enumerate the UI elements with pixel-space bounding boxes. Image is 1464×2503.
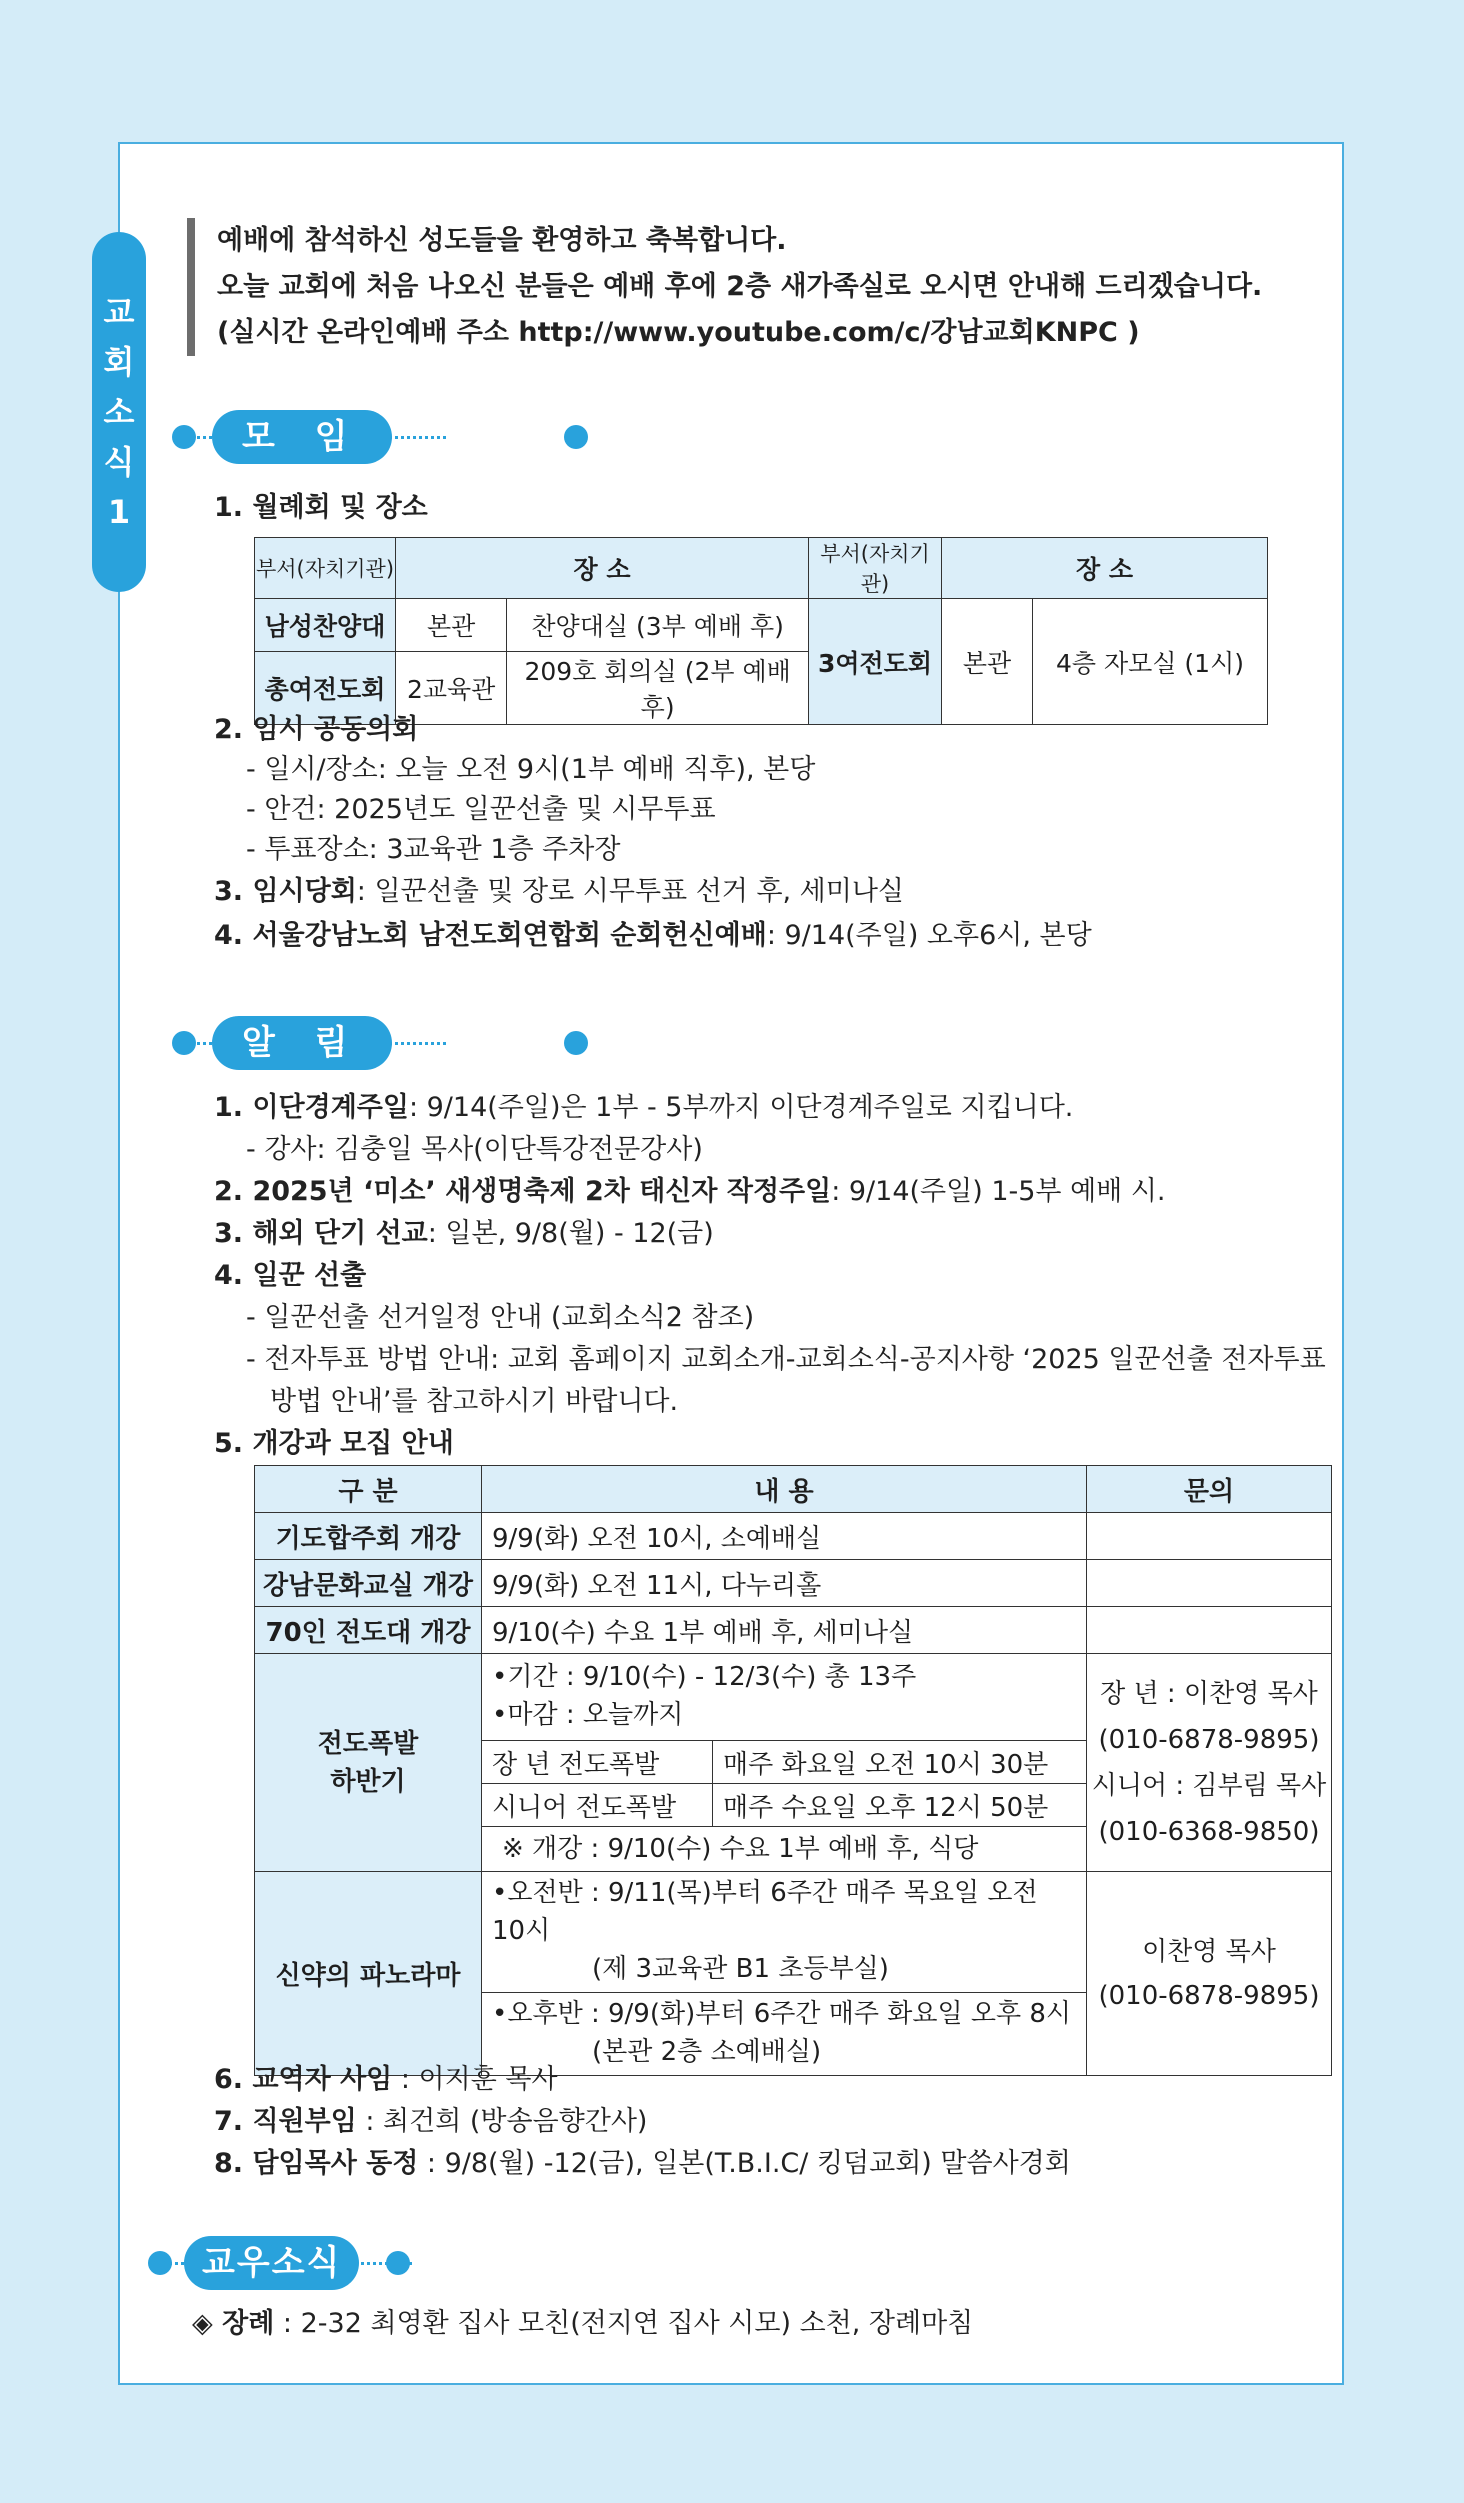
list-item: - 강사: 김충일 목사(이단특강전문강사): [246, 1134, 703, 1165]
notice-item-3: [214, 1214, 714, 1254]
table-cell: 209호 회의실 (2부 예배 후): [507, 652, 809, 725]
list-item: - 투표장소: 3교육관 1층 주차장: [246, 834, 621, 865]
table-row: [255, 1607, 1332, 1654]
item-label: 4. 서울강남노회 남전도회연합회 순회헌신예배: [214, 920, 767, 951]
table-cell: [1087, 1513, 1332, 1560]
section-title: 모 임: [212, 410, 392, 464]
monthly-meeting-table: [254, 537, 1268, 725]
cell-text: (제 3교육관 B1 초등부실): [592, 1954, 889, 1984]
item-label: 7. 직원부임: [214, 2106, 357, 2137]
section-heading-notice: [172, 1016, 442, 1070]
item-label: 3. 해외 단기 선교: [214, 1218, 428, 1249]
item-text: : 9/8(월) -12(금), 일본(T.B.I.C/ 킹덤교회) 말씀사경회: [418, 2148, 1071, 2179]
meeting-item-1: 1. 월례회 및 장소: [214, 492, 428, 523]
side-tab-char: 1: [107, 493, 131, 531]
item-text: : 2-32 최영환 집사 모친(전지연 집사 시모) 소천, 장례마침: [274, 2308, 974, 2339]
cell-text: •오후반 : 9/9(화)부터 6주간 매주 화요일 오후 8시: [492, 1999, 1072, 2029]
table-cell: 3여전도회: [809, 599, 942, 725]
item-text: : 일꾼선출 및 장로 시무투표 선거 후, 세미나실: [356, 876, 905, 907]
table-cell: 강남문화교실 개강: [255, 1560, 482, 1607]
table-cell: 총여전도회: [255, 652, 396, 725]
notice-item-7: [214, 2102, 647, 2142]
item-text: : 최건희 (방송음향간사): [356, 2106, 648, 2137]
meeting-item-2: 2. 임시 공동의회: [214, 714, 419, 745]
notice-item-5: 5. 개강과 모집 안내: [214, 1428, 454, 1459]
item-text: : 이지훈 목사: [392, 2064, 558, 2095]
section-heading-members: [148, 2236, 418, 2290]
side-tab-char: 식: [103, 443, 135, 481]
table-cell: [1087, 1654, 1332, 1872]
cell-text: •마감 : 오늘까지: [492, 1700, 684, 1730]
table-cell: [482, 1654, 1087, 1872]
item-label: 2. 2025년 ‘미소’ 새생명축제 2차 태신자 작정주일: [214, 1176, 832, 1207]
item-text: : 9/14(주일) 1-5부 예배 시.: [831, 1176, 1166, 1207]
table-cell: 매주 화요일 오전 10시 30분: [713, 1741, 1087, 1784]
table-cell: [1087, 1560, 1332, 1607]
table-cell: 시니어 전도폭발: [482, 1784, 713, 1827]
table-header: 구 분: [255, 1466, 482, 1513]
cell-text: 이찬영 목사: [1142, 1936, 1276, 1967]
table-cell: 기도합주회 개강: [255, 1513, 482, 1560]
section-heading-meeting: [172, 410, 442, 464]
table-cell: 매주 수요일 오후 12시 50분: [713, 1784, 1087, 1827]
table-cell: 본관: [396, 599, 507, 652]
table-header: 부서(자치기관): [255, 538, 396, 599]
table-header: 내 용: [482, 1466, 1087, 1513]
cell-text: 시니어 : 김부림 목사: [1091, 1770, 1327, 1801]
intro-line: (실시간 온라인예배 주소 http://www.youtube.com/c/강남교회KNPC ): [217, 317, 1140, 348]
cell-text: •오전반 : 9/11(목)부터 6주간 매주 목요일 오전 10시: [492, 1878, 1038, 1946]
cell-text: 장 년 : 이찬영 목사: [1100, 1678, 1318, 1709]
cell-text: (010-6878-9895): [1098, 1980, 1320, 2011]
table-row: [255, 1872, 1332, 2076]
table-cell: 신약의 파노라마: [255, 1872, 482, 2076]
meeting-item-4: [214, 916, 1092, 956]
table-cell: [482, 1872, 1087, 2076]
item-text: : 일본, 9/8(월) - 12(금): [427, 1218, 714, 1249]
cell-text: (본관 2층 소예배실): [592, 2037, 822, 2067]
side-tab: [92, 232, 146, 592]
cell-text: (010-6368-9850): [1098, 1816, 1320, 1847]
table-cell: [1087, 1607, 1332, 1654]
table-row: [255, 1560, 1332, 1607]
members-item: [192, 2304, 973, 2344]
item-text: : 9/14(주일)은 1부 - 5부까지 이단경계주일로 지킵니다.: [408, 1092, 1074, 1123]
notice-item-2: [214, 1172, 1166, 1212]
table-header: 부서(자치기관): [809, 538, 942, 599]
intro-line: 예배에 참석하신 성도들을 환영하고 축복합니다.: [217, 225, 787, 256]
item-label: 6. 교역자 사임: [214, 2064, 393, 2095]
cell-text: 하반기: [330, 1766, 406, 1797]
table-cell: [1087, 1872, 1332, 2076]
table-row: [255, 1513, 1332, 1560]
cell-text: (010-6878-9895): [1098, 1724, 1320, 1755]
notice-item-8: [214, 2144, 1071, 2184]
list-item: 방법 안내’를 참고하시기 바랍니다.: [270, 1386, 679, 1417]
notice-item-4: 4. 일꾼 선출: [214, 1260, 367, 1291]
table-cell: 9/10(수) 수요 1부 예배 후, 세미나실: [482, 1607, 1087, 1654]
table-cell: 남성찬양대: [255, 599, 396, 652]
table-row: [255, 1654, 1332, 1872]
side-tab-char: 회: [103, 343, 135, 381]
section-title: 알 림: [212, 1016, 392, 1070]
list-item: - 일꾼선출 선거일정 안내 (교회소식2 참조): [246, 1302, 755, 1333]
list-item: - 일시/장소: 오늘 오전 9시(1부 예배 직후), 본당: [246, 754, 816, 785]
table-cell: 본관: [942, 599, 1033, 725]
table-header: 장 소: [942, 538, 1268, 599]
cell-text: 전도폭발: [317, 1728, 419, 1759]
list-item: - 전자투표 방법 안내: 교회 홈페이지 교회소개-교회소식-공지사항 ‘2025 일꾼선출 전자투표: [246, 1344, 1326, 1375]
intro-line: 오늘 교회에 처음 나오신 분들은 예배 후에 2층 새가족실로 오시면 안내해 드리겠습니다.: [217, 271, 1263, 302]
table-cell: 4층 자모실 (1시): [1033, 599, 1268, 725]
section-title: 교우소식: [184, 2236, 359, 2290]
cell-text: •기간 : 9/10(수) - 12/3(수) 총 13주: [492, 1662, 917, 1692]
table-cell: [255, 1654, 482, 1872]
welcome-intro: [187, 218, 1337, 356]
item-label: ◈ 장례: [192, 2308, 275, 2339]
table-cell: 찬양대실 (3부 예배 후): [507, 599, 809, 652]
table-cell: 장 년 전도폭발: [482, 1741, 713, 1784]
notice-item-6: [214, 2060, 558, 2100]
table-cell: 70인 전도대 개강: [255, 1607, 482, 1654]
side-tab-char: 교: [103, 293, 135, 331]
table-cell: 2교육관: [396, 652, 507, 725]
item-label: 1. 이단경계주일: [214, 1092, 409, 1123]
courses-table: [254, 1465, 1332, 2076]
table-header: 문의: [1087, 1466, 1332, 1513]
notice-item-1: [214, 1088, 1073, 1128]
item-text: : 9/14(주일) 오후6시, 본당: [766, 920, 1092, 951]
list-item: - 안건: 2025년도 일꾼선출 및 시무투표: [246, 794, 716, 825]
table-cell: 9/9(화) 오전 10시, 소예배실: [482, 1513, 1087, 1560]
cell-text: ※ 개강 : 9/10(수) 수요 1부 예배 후, 식당: [502, 1834, 979, 1864]
meeting-item-3: [214, 872, 904, 912]
evangelism-schedule: [482, 1740, 1086, 1827]
table-header: 장 소: [396, 538, 809, 599]
item-label: 8. 담임목사 동정: [214, 2148, 419, 2179]
item-label: 3. 임시당회: [214, 876, 357, 907]
table-cell: 9/9(화) 오전 11시, 다누리홀: [482, 1560, 1087, 1607]
side-tab-char: 소: [103, 393, 135, 431]
